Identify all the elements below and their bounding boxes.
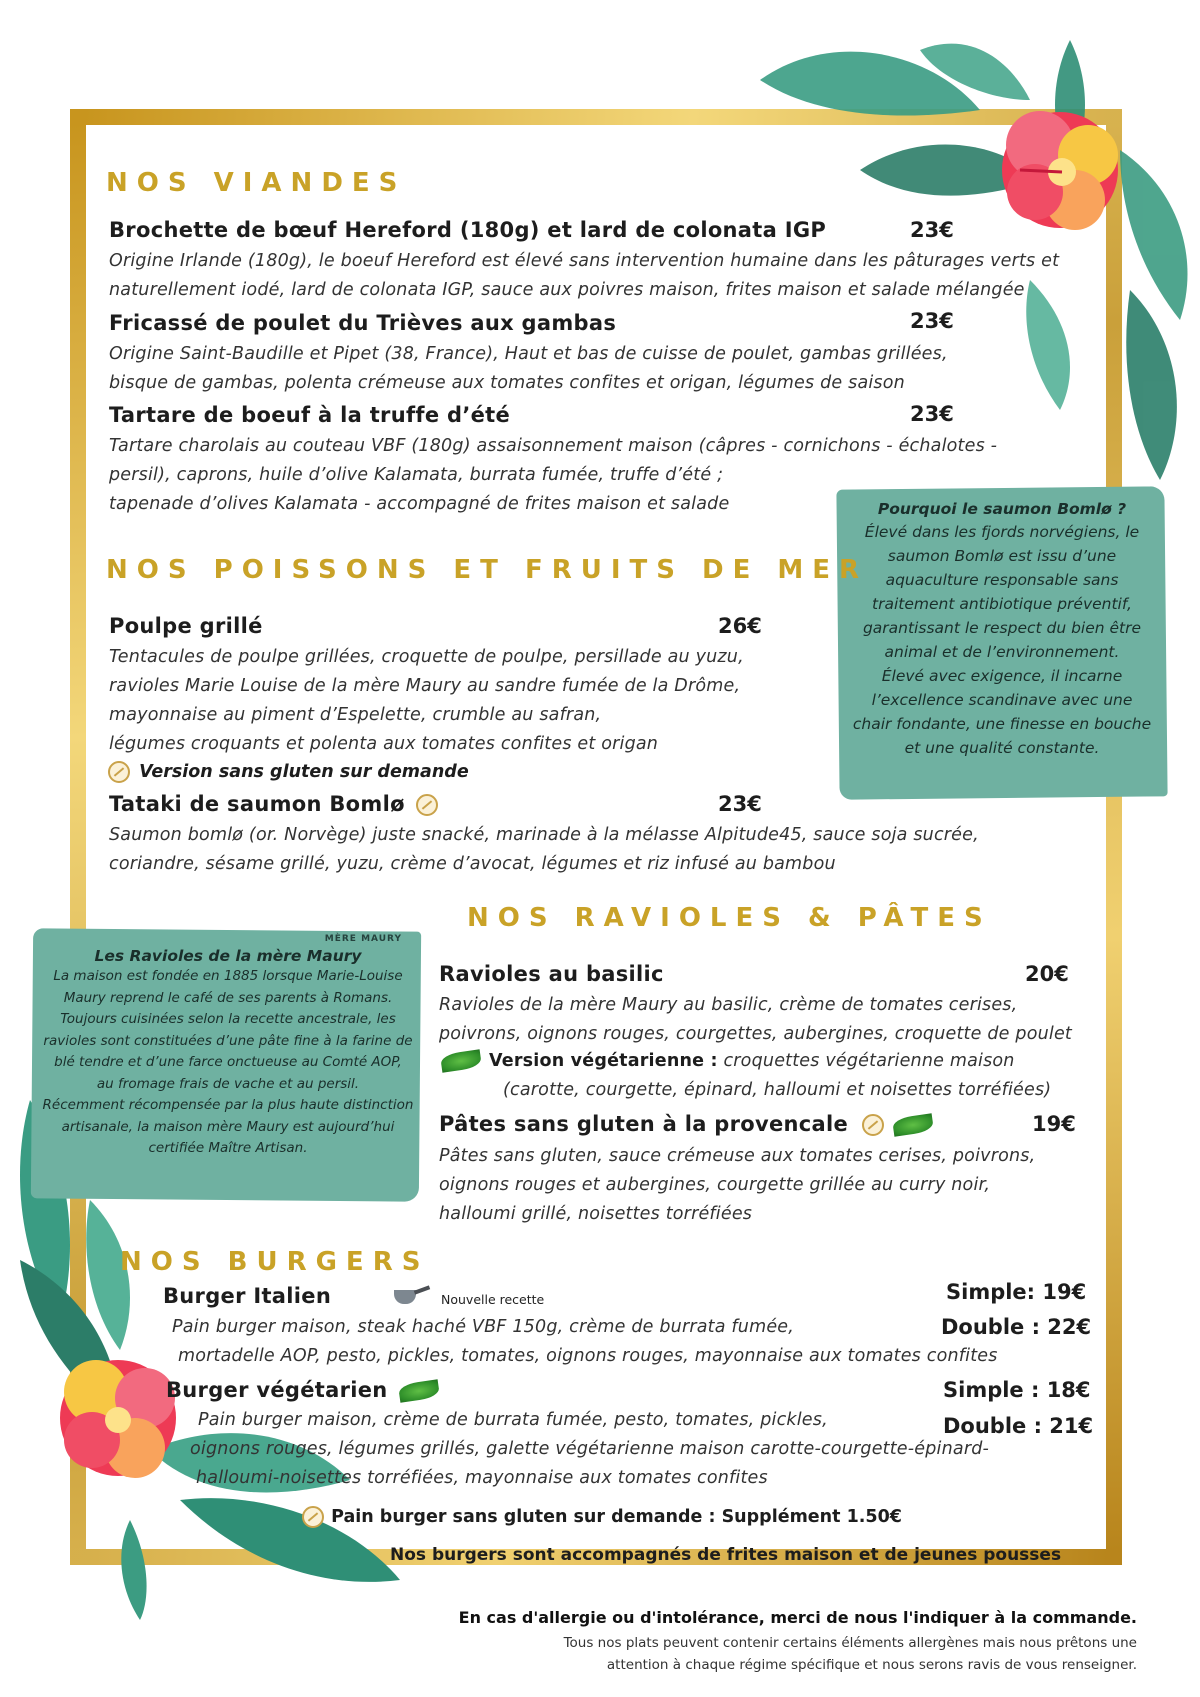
dish-name: Brochette de bœuf Hereford (180g) et lard de colonata IGP [109,218,827,242]
simple-price: Simple: 19€ [946,1280,1087,1304]
hibiscus-icon [1002,111,1118,230]
dish-price: 23€ [910,402,954,426]
dish-name: Fricassé de poulet du Trièves aux gambas [109,311,617,335]
mere-maury-logo: MÈRE MAURY [324,934,402,944]
dish-description: Tartare charolais au couteau VBF (180g) assaisonnement maison (câpres - cornichons - échalotes - persil), caprons, huile d’olive Kalamata, burrata fumée, truffe d’été ; tapenade d’olives Kalamata - accompagné de frites maison et salade [109,436,998,514]
dish-price: 23€ [718,792,762,816]
dish-description: Pain burger maison, crème de burrata fumée, pesto, tomates, pickles, oignons rouges, légumes grillés, galette végétarienne maison carotte-courgette-épinard- halloumi-noisettes torréfiées, mayonnaise aux tomates confites [190,1410,990,1488]
leaf-icon [440,1049,482,1072]
allergy-detail: Tous nos plats peuvent contenir certains éléments allergènes mais nous prêtons une attention à chaque régime spécifique et nous serons ravis de vous renseigner. [563,1635,1137,1673]
maury-info-content [36,934,420,1160]
gluten-free-icon [862,1114,884,1136]
leaf-icon [398,1379,440,1402]
gluten-free-icon [302,1506,324,1528]
section-title-poissons: NOS POISSONS ET FRUITS DE MER [106,555,869,585]
vegetarian-version: Version végétarienne : croquettes végétarienne maison [489,1051,1015,1071]
burger-side-note: Nos burgers sont accompagnés de frites maison et de jeunes pousses [390,1545,1062,1565]
dish-description: Pain burger maison, steak haché VBF 150g, crème de burrata fumée, mortadelle AOP, pesto, pickles, tomates, oignons rouges, mayonnaise aux tomates confites [172,1317,998,1366]
dish-description: Origine Irlande (180g), le boeuf Hereford est élevé sans intervention humaine dans les pâturages verts et naturellement iodé, lard de colonata IGP, sauce aux poivres maison, frites maison et salade mélangée [109,251,1060,300]
gluten-free-icon [416,794,438,816]
dish-price: 23€ [910,309,954,333]
new-recipe-tag: Nouvelle recette [441,1292,545,1307]
dish-price: 26€ [718,614,762,638]
saumon-info-content [838,500,1166,760]
dish-name: Tartare de boeuf à la truffe d’été [109,403,511,427]
maury-info-text: La maison est fondée en 1885 lorsque Marie-Louise Maury reprend le café de ses parents à Romans. Toujours cuisinées selon la recette ancestrale, les ravioles sont constituées d’une pâte fine à la farine de blé tendre et d’une farce onctueuse au Comté AOP, au fromage frais de vache et au persil. Récemment récompensée par la plus haute distinction artisanale, la maison mère Maury est aujourd’hui certifiée Maître Artisan. [42,968,414,1156]
vegetarian-version-detail: (carotte, courgette, épinard, halloumi et noisettes torréfiées) [503,1080,1052,1100]
section-title-viandes: NOS VIANDES [106,168,407,198]
leaf-icon [892,1113,934,1136]
dish-name: Burger végétarien [166,1378,439,1402]
hibiscus-icon [60,1360,176,1478]
dish-description: Saumon bomlø (or. Norvège) juste snacké, marinade à la mélasse Alpitude45, sauce soja sucrée, coriandre, sésame grillé, yuzu, crème d’avocat, légumes et riz infusé au bambou [109,825,979,874]
double-price: Double : 22€ [941,1315,1092,1339]
dish-name: Ravioles au basilic [439,962,664,986]
allergy-notice: En cas d'allergie ou d'intolérance, merci de nous l'indiquer à la commande. [458,1608,1137,1627]
dish-description: Tentacules de poulpe grillées, croquette de poulpe, persillade au yuzu, ravioles Marie Louise de la mère Maury au sandre fumée de la Drôme, mayonnaise au piment d’Espelette, crumble au safran, légumes croquants et polenta aux tomates confites et origan [109,647,744,754]
dish-name: Poulpe grillé [109,614,263,638]
gluten-free-note: Version sans gluten sur demande [108,761,469,783]
pan-icon [392,1284,430,1306]
saumon-info-title: Pourquoi le saumon Bomlø ? [877,500,1127,518]
dish-price: 19€ [1032,1112,1076,1136]
dish-name: Tataki de saumon Bomlø [109,792,438,816]
dish-description: Pâtes sans gluten, sauce crémeuse aux tomates cerises, poivrons, oignons rouges et aubergines, courgette grillée au curry noir, halloumi grillé, noisettes torréfiées [439,1146,1036,1224]
simple-price: Simple : 18€ [943,1378,1091,1402]
dish-name: Burger Italien [163,1284,332,1308]
maury-info-title: Les Ravioles de la mère Maury [94,947,362,965]
section-title-burgers: NOS BURGERS [120,1247,430,1277]
dish-price: 20€ [1025,962,1069,986]
dish-name: Pâtes sans gluten à la provencale [439,1112,933,1136]
dish-price: 23€ [910,218,954,242]
double-price: Double : 21€ [943,1414,1094,1438]
dish-description: Origine Saint-Baudille et Pipet (38, France), Haut et bas de cuisse de poulet, gambas grillées, bisque de gambas, polenta crémeuse aux tomates confites et origan, légumes de saison [109,344,948,393]
burger-gluten-free-note: Pain burger sans gluten sur demande : Supplément 1.50€ [302,1506,902,1528]
dish-description: Ravioles de la mère Maury au basilic, crème de tomates cerises, poivrons, oignons rouges, courgettes, aubergines, croquette de poulet [439,995,1072,1044]
section-title-ravioles: NOS RAVIOLES & PÂTES [467,903,992,933]
gluten-free-icon [108,761,130,783]
saumon-info-text: Élevé dans les fjords norvégiens, le saumon Bomlø est issu d’une aquaculture responsable sans traitement antibiotique préventif, garantissant le respect du bien être animal et de l’environnement. Élevé avec exigence, il incarne l’excellence scandinave avec une chair fondante, une finesse en bouche et une qualité constante. [852,523,1152,757]
vegetarian-leaf-icon [441,1050,481,1070]
